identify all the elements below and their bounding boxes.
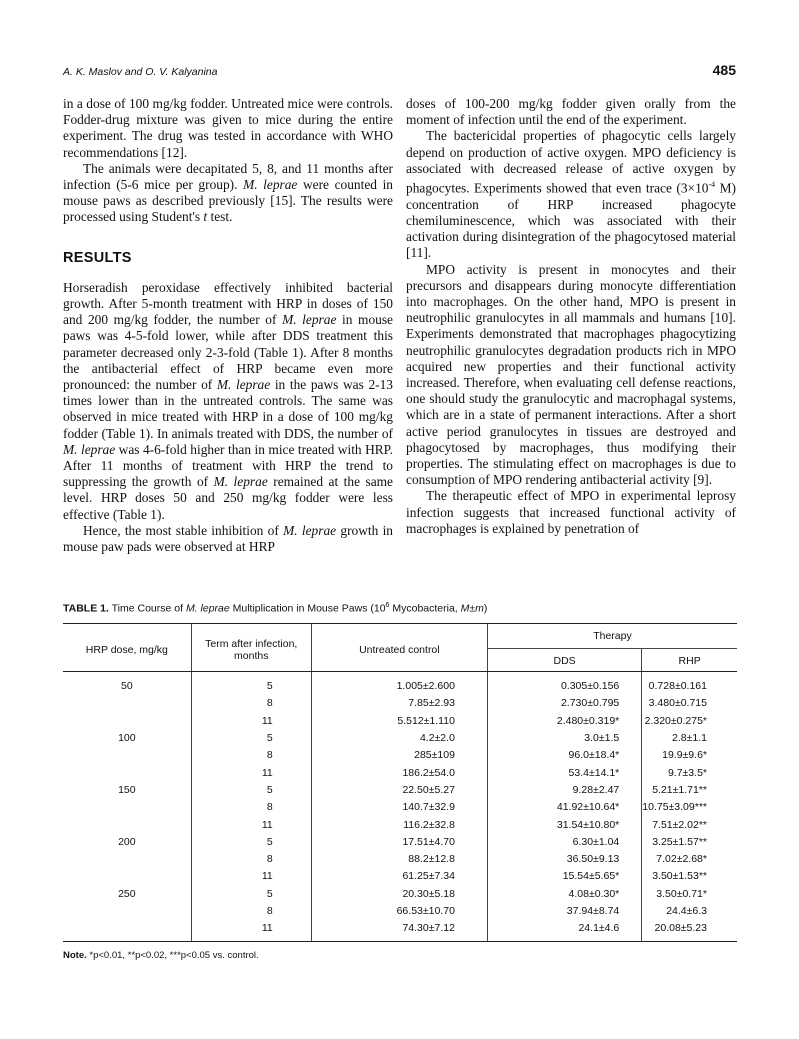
- table-cell: 36.50±9.13: [487, 850, 641, 867]
- paragraph: Horseradish peroxidase effectively inhibited bacterial growth. After 5-month treatment with HRP in doses of 150 and 200 mg/kg fodder, the number of M. leprae in mouse paws was 4-5-fold lower, while after DDS treatment this parameter decreased only 2-3-fold (Table 1). After 8 months the antibacterial effect of HRP became even more pronounced: the number of M. leprae in the paws was 2-13 times lower than in the untreated controls. The same was observed in mice treated with HRP in a dose of 100 mg/kg fodder (Table 1). In animals treated with DDS, the number of M. leprae was 4-6-fold higher than in mice treated with HRP. After 11 months of treatment with HRP the trend to suppressing the growth of M. leprae remained at the same level. HRP doses 50 and 250 mg/kg fodder were less effective (Table 1).: [63, 279, 394, 522]
- table-row: [63, 747, 737, 764]
- table-cell: 11: [191, 712, 311, 729]
- table-row: [63, 781, 737, 798]
- table-row: [63, 902, 737, 919]
- table-cell: 6.30±1.04: [487, 833, 641, 850]
- paragraph: doses of 100-200 mg/kg fodder given orally from the moment of infection until the end of the experiment.: [406, 96, 736, 128]
- column-header-therapy: Therapy: [487, 623, 737, 648]
- table-cell: 37.94±8.74: [487, 902, 641, 919]
- table-cell: 24.1±4.6: [487, 920, 641, 942]
- table-cell: 2.480±0.319*: [487, 712, 641, 729]
- table-row: [63, 712, 737, 729]
- column-header-dds: DDS: [487, 648, 641, 671]
- table-cell: 17.51±4.70: [311, 833, 487, 850]
- table-cell: 3.480±0.715: [642, 695, 737, 712]
- table-cell: [63, 712, 191, 729]
- table-cell: 5: [191, 729, 311, 746]
- table-note: Note. *p<0.01, **p<0.02, ***p<0.05 vs. control.: [63, 949, 259, 961]
- table-cell: [63, 850, 191, 867]
- table-row: [63, 799, 737, 816]
- table-cell: 8: [191, 850, 311, 867]
- table-row: [63, 764, 737, 781]
- table-1: [63, 602, 737, 961]
- table-cell: 20.30±5.18: [311, 885, 487, 902]
- left-column: [63, 96, 393, 555]
- running-head-authors: A. K. Maslov and O. V. Kalyanina: [63, 66, 218, 78]
- section-heading: RESULTS: [63, 249, 132, 266]
- table-cell: 250: [118, 887, 136, 900]
- table-cell: 11: [191, 816, 311, 833]
- column-header-dose: HRP dose, mg/kg: [63, 623, 191, 671]
- paragraph: The therapeutic effect of MPO in experimental leprosy infection suggests that increased functional activity of macrophages is explained by penetration of: [406, 488, 736, 536]
- table-cell: [63, 747, 191, 764]
- paragraph: MPO activity is present in monocytes and their precursors and disappears during monocyte differentiation into macrophages. On the other hand, MPO is present in neutrophilic granulocytes in all mammals and humans [10]. Experiments demonstrated that macrophages phagocytizing neutrophilic granulocytes degradation products rich in MPO acquired new properties and their functional activity increased. Therefore, when evaluating cell defense reactions, one should study the granulocytic and macrophagal systems, which are in a state of permanent interactions. After a short active period granulocytes in tissues are destroyed and phagocytosed by macrophages, thus modifying their properties. The stimulating effect on macrophages is due to consumption of MPO rendering antibacterial activity [9].: [406, 261, 736, 488]
- table-cell: 116.2±32.8: [311, 816, 487, 833]
- table-cell: 5: [191, 885, 311, 902]
- table-cell: 3.50±0.71*: [642, 885, 737, 902]
- table-cell: 150: [118, 783, 136, 796]
- table-cell: 8: [191, 747, 311, 764]
- table-cell: 7.85±2.93: [311, 695, 487, 712]
- table-cell: 8: [191, 695, 311, 712]
- table-cell: [63, 920, 191, 942]
- table-cell: [63, 868, 191, 885]
- table-cell: 5.21±1.71**: [642, 781, 737, 798]
- table-cell: 0.728±0.161: [642, 671, 737, 695]
- table-cell: 11: [191, 920, 311, 942]
- table-row: [63, 695, 737, 712]
- data-table: [63, 623, 737, 942]
- column-header-rhp: RHP: [642, 648, 737, 671]
- table-cell: [63, 764, 191, 781]
- table-cell: 9.7±3.5*: [642, 764, 737, 781]
- table-cell: 88.2±12.8: [311, 850, 487, 867]
- table-cell: 15.54±5.65*: [487, 868, 641, 885]
- table-cell: 4.08±0.30*: [487, 885, 641, 902]
- table-cell: 2.320±0.275*: [642, 712, 737, 729]
- table-cell: 5: [191, 833, 311, 850]
- page-number: 485: [712, 62, 736, 78]
- table-cell: [63, 695, 191, 712]
- table-cell: 7.02±2.68*: [642, 850, 737, 867]
- table-cell: 53.4±14.1*: [487, 764, 641, 781]
- table-row: [63, 729, 737, 746]
- table-row: [63, 671, 737, 695]
- paragraph: The animals were decapitated 5, 8, and 11 months after infection (5-6 mice per group). M. leprae were counted in mouse paws as described previously [15]. The results were processed using Student's t test.: [63, 160, 393, 225]
- table-cell: 3.0±1.5: [487, 729, 641, 746]
- table-cell: 74.30±7.12: [311, 920, 487, 942]
- table-row: [63, 833, 737, 850]
- table-cell: 41.92±10.64*: [487, 799, 641, 816]
- table-cell: 5.512±1.110: [311, 712, 487, 729]
- table-cell: 0.305±0.156: [487, 671, 641, 695]
- column-header-control: Untreated control: [311, 623, 487, 671]
- table-cell: 96.0±18.4*: [487, 747, 641, 764]
- table-cell: 5: [191, 781, 311, 798]
- table-cell: [63, 799, 191, 816]
- table-cell: 20.08±5.23: [642, 920, 737, 942]
- table-cell: 285±109: [311, 747, 487, 764]
- table-cell: [63, 902, 191, 919]
- table-cell: 3.50±1.53**: [642, 868, 737, 885]
- table-cell: [63, 816, 191, 833]
- paragraph: Hence, the most stable inhibition of M. leprae growth in mouse paw pads were observed at HRP: [63, 522, 394, 555]
- table-cell: 50: [121, 680, 133, 693]
- table-row: [63, 868, 737, 885]
- table-cell: 8: [191, 799, 311, 816]
- table-cell: 140.7±32.9: [311, 799, 487, 816]
- table-cell: 7.51±2.02**: [642, 816, 737, 833]
- table-cell: 19.9±9.6*: [642, 747, 737, 764]
- table-cell: 100: [118, 732, 136, 745]
- table-row: [63, 816, 737, 833]
- table-cell: 11: [191, 764, 311, 781]
- table-cell: 9.28±2.47: [487, 781, 641, 798]
- table-cell: 10.75±3.09***: [642, 799, 737, 816]
- table-cell: 3.25±1.57**: [642, 833, 737, 850]
- paragraph: in a dose of 100 mg/kg fodder. Untreated mice were controls. Fodder-drug mixture was given to mice during the entire experiment. The drug was tested in accordance with WHO recommendations [12].: [63, 96, 393, 160]
- table-cell: 66.53±10.70: [311, 902, 487, 919]
- table-cell: 2.730±0.795: [487, 695, 641, 712]
- table-cell: 24.4±6.3: [642, 902, 737, 919]
- table-cell: 11: [191, 868, 311, 885]
- table-cell: 200: [118, 835, 136, 848]
- table-cell: 22.50±5.27: [311, 781, 487, 798]
- table-row: [63, 920, 737, 942]
- table-cell: 8: [191, 902, 311, 919]
- paragraph: The bactericidal properties of phagocytic cells largely depend on production of active oxygen. MPO deficiency is associated with decreased release of active oxygen by phagocytes. Experiments showed that even trace ($3\times 10^{-4}$ M) concentration of HRP increased phagocyte chemiluminescence, which was associated with their activation during disintegration of the phagocytosed material [11].: [406, 128, 736, 261]
- table-cell: 61.25±7.34: [311, 868, 487, 885]
- table-cell: 5: [191, 671, 311, 695]
- table-cell: 1.005±2.600: [311, 671, 487, 695]
- column-header-term: Term after infection, months: [191, 623, 311, 671]
- table-cell: 2.8±1.1: [642, 729, 737, 746]
- table-caption: TABLE 1. Time Course of M. leprae Multiplication in Mouse Paws ($10^6$ Mycobacteria, M±m): [63, 602, 488, 615]
- right-column: [406, 96, 736, 537]
- table-cell: 4.2±2.0: [311, 729, 487, 746]
- table-row: [63, 850, 737, 867]
- table-cell: 31.54±10.80*: [487, 816, 641, 833]
- running-header: [63, 62, 736, 82]
- table-row: [63, 885, 737, 902]
- table-cell: 186.2±54.0: [311, 764, 487, 781]
